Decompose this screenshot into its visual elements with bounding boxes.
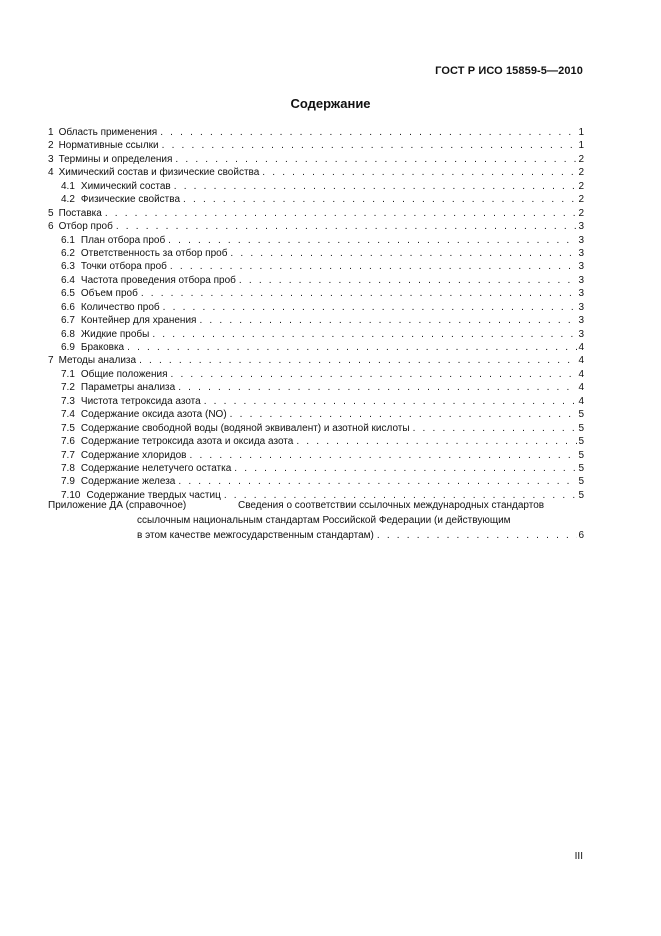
toc-entry-number: 6.5: [61, 288, 75, 300]
toc-entry-number: 4: [48, 167, 54, 179]
toc-entry-number: 7.10: [61, 489, 81, 501]
toc-page-number: 5: [578, 422, 584, 434]
toc-entry-title: Методы анализа: [58, 355, 137, 367]
toc-entry-number: 3: [48, 153, 54, 165]
toc-entry-title: Контейнер для хранения: [80, 315, 197, 327]
toc-entry[interactable]: [48, 449, 584, 462]
toc-leader-dots: [259, 166, 577, 179]
appendix-title-line-2: ссылочным национальным стандартам Российской Федерации (и действующим: [137, 515, 511, 526]
toc-leader-dots: [136, 354, 577, 367]
toc-entry[interactable]: [48, 153, 584, 166]
toc-leader-dots: [231, 462, 577, 475]
toc-page-number: 2: [578, 153, 584, 165]
toc-entry-title: Частота проведения отбора проб: [80, 274, 236, 286]
toc-entry-title: Отбор проб: [58, 221, 113, 233]
toc-leader-dots: [187, 449, 578, 462]
toc-page-number: 2: [578, 167, 584, 179]
toc-page-number: 5: [578, 409, 584, 421]
toc-entry[interactable]: [48, 354, 584, 367]
document-code: ГОСТ Р ИСО 15859-5—2010: [435, 65, 583, 77]
toc-page-number: 2: [578, 194, 584, 206]
toc-entry[interactable]: [48, 207, 584, 220]
toc-page-number: 4: [578, 355, 584, 367]
toc-entry[interactable]: [48, 475, 584, 488]
appendix-title-line-3: в этом качестве межгосударственным стандартам): [137, 530, 374, 541]
toc-page-number: 3: [578, 328, 584, 340]
toc-entry-number: 7.2: [61, 382, 75, 394]
toc-leader-dots: [227, 247, 577, 260]
toc-entry[interactable]: [48, 462, 584, 475]
toc-entry-number: 5: [48, 207, 54, 219]
toc-entry-title: Точки отбора проб: [80, 261, 167, 273]
toc-leader-dots: [168, 368, 578, 381]
toc-leader-dots: [175, 475, 577, 488]
toc-entry[interactable]: [48, 193, 584, 206]
toc-entry-number: 6.8: [61, 328, 75, 340]
toc-entry-title: Содержание свободной воды (водяной эквивалент) и азотной кислоты: [80, 422, 410, 434]
toc-leader-dots: [175, 381, 577, 394]
toc-entry-title: Поставка: [58, 207, 102, 219]
toc-entry-number: 7.4: [61, 409, 75, 421]
toc-entry-number: 6: [48, 221, 54, 233]
toc-entry-title: Браковка: [80, 342, 125, 353]
toc-entry-number: 6.2: [61, 247, 75, 259]
toc-entry[interactable]: [48, 234, 584, 247]
toc-leader-dots: [113, 220, 577, 233]
toc-page-number: 5: [578, 436, 584, 448]
toc-page-number: 2: [578, 180, 584, 192]
toc-page-number: 3: [578, 288, 584, 300]
toc-entry-number: 6.3: [61, 261, 75, 273]
toc-entry-number: 7.5: [61, 422, 75, 434]
toc-entry[interactable]: [48, 408, 584, 421]
toc-entry-title: Количество проб: [80, 301, 160, 313]
toc-page-number: 5: [578, 476, 584, 488]
toc-page-number: 3: [578, 315, 584, 327]
toc-entry-number: 7.3: [61, 395, 75, 407]
toc-entry[interactable]: [48, 435, 584, 448]
toc-page-number: 3: [578, 261, 584, 273]
toc-entry-title: Содержание тетроксида азота и оксида азота: [80, 436, 294, 448]
toc-page-number: 5: [578, 449, 584, 461]
toc-page-number: 4: [578, 395, 584, 407]
toc-entry[interactable]: [48, 166, 584, 179]
toc-leader-dots: [124, 341, 577, 354]
toc-page-number: 4: [578, 342, 584, 353]
toc-leader-dots: [138, 287, 577, 300]
toc-leader-dots: [236, 274, 577, 287]
toc-entry-number: 7: [48, 355, 54, 367]
toc-leader-dots: [201, 395, 577, 408]
toc-leader-dots: [374, 528, 577, 543]
toc-entry-title: Жидкие пробы: [80, 328, 150, 340]
toc-entry-title: Нормативные ссылки: [58, 140, 159, 152]
toc-entry-title: Термины и определения: [58, 153, 173, 165]
toc-page-number: 3: [578, 234, 584, 246]
toc-page-number: 2: [578, 207, 584, 219]
toc-page-number: 1: [578, 140, 584, 152]
toc-entry-number: 7.6: [61, 436, 75, 448]
toc-leader-dots: [180, 193, 577, 206]
toc-entry[interactable]: [48, 220, 584, 233]
toc-entry-title: Содержание железа: [80, 476, 176, 488]
toc-entry[interactable]: [48, 341, 584, 354]
toc-entry-number: 2: [48, 140, 54, 152]
toc-leader-dots: [172, 153, 577, 166]
toc-entry-number: 7.1: [61, 368, 75, 380]
toc-entry-number: 7.9: [61, 476, 75, 488]
toc-leader-dots: [102, 207, 577, 220]
toc-leader-dots: [165, 234, 577, 247]
appendix-line-1: [48, 498, 584, 513]
toc-page-number: 3: [578, 247, 584, 259]
toc-entry-number: 6.7: [61, 315, 75, 327]
table-of-contents: [48, 126, 584, 502]
toc-page-number: 3: [578, 274, 584, 286]
appendix-label: Приложение ДА (справочное): [48, 500, 187, 511]
toc-entry-number: 4.2: [61, 194, 75, 206]
toc-page-number: 5: [578, 462, 584, 474]
toc-entry-number: 4.1: [61, 180, 75, 192]
toc-leader-dots: [293, 435, 577, 448]
toc-leader-dots: [167, 260, 577, 273]
toc-leader-dots: [157, 126, 577, 139]
toc-entry-title: Содержание твердых частиц: [86, 489, 221, 501]
toc-entry-title: Объем проб: [80, 288, 138, 300]
toc-entry-number: 1: [48, 127, 54, 138]
toc-entry[interactable]: [48, 139, 584, 152]
toc-entry-title: Ответственность за отбор проб: [80, 247, 228, 259]
toc-entry-title: Содержание хлоридов: [80, 449, 187, 461]
toc-entry-title: Химический состав: [80, 180, 171, 192]
toc-entry[interactable]: [48, 126, 584, 139]
toc-leader-dots: [410, 422, 577, 435]
toc-entry-title: План отбора проб: [80, 234, 166, 246]
toc-entry-title: Химический состав и физические свойства: [58, 167, 260, 179]
toc-leader-dots: [227, 408, 577, 421]
appendix-line-2: [48, 513, 584, 528]
toc-leader-dots: [159, 139, 577, 152]
toc-entry[interactable]: [48, 381, 584, 394]
toc-leader-dots: [171, 180, 577, 193]
toc-leader-dots: [196, 314, 577, 327]
appendix-title-line-1: Сведения о соответствии ссылочных международных стандартов: [238, 500, 545, 511]
page-number: III: [574, 851, 583, 862]
toc-entry[interactable]: [48, 422, 584, 435]
toc-page-number: 3: [578, 221, 584, 233]
toc-entry-title: Параметры анализа: [80, 382, 176, 394]
toc-page-number: 6: [578, 530, 584, 541]
toc-entry[interactable]: [48, 287, 584, 300]
toc-entry[interactable]: [48, 180, 584, 193]
toc-entry[interactable]: [48, 328, 584, 341]
toc-entry-title: Область применения: [58, 127, 158, 138]
toc-entry-title: Физические свойства: [80, 194, 181, 206]
toc-entry[interactable]: [48, 247, 584, 260]
toc-entry-title: Содержание оксида азота (NO): [80, 409, 227, 421]
toc-entry[interactable]: [48, 301, 584, 314]
toc-page-number: 5: [578, 489, 584, 501]
toc-page-number: 4: [578, 382, 584, 394]
toc-entry[interactable]: [48, 395, 584, 408]
toc-entry[interactable]: [48, 274, 584, 287]
toc-entry-number: 7.8: [61, 462, 75, 474]
toc-page-number: 1: [578, 127, 584, 138]
toc-leader-dots: [160, 301, 577, 314]
toc-entry-number: 6.4: [61, 274, 75, 286]
toc-title: Содержание: [290, 96, 371, 111]
toc-entry[interactable]: [48, 314, 584, 327]
toc-entry-title: Содержание нелетучего остатка: [80, 462, 232, 474]
toc-entry-number: 7.7: [61, 449, 75, 461]
toc-entry-title: Чистота тетроксида азота: [80, 395, 201, 407]
toc-entry-number: 6.1: [61, 234, 75, 246]
toc-page-number: 3: [578, 301, 584, 313]
appendix-line-3: [48, 528, 584, 543]
toc-entry[interactable]: [48, 260, 584, 273]
toc-entry-number: 6.9: [61, 342, 75, 353]
toc-entry-number: 6.6: [61, 301, 75, 313]
toc-entry-title: Общие положения: [80, 368, 168, 380]
toc-leader-dots: [149, 328, 577, 341]
toc-appendix-entry[interactable]: [48, 498, 584, 543]
toc-entry[interactable]: [48, 368, 584, 381]
toc-page-number: 4: [578, 368, 584, 380]
